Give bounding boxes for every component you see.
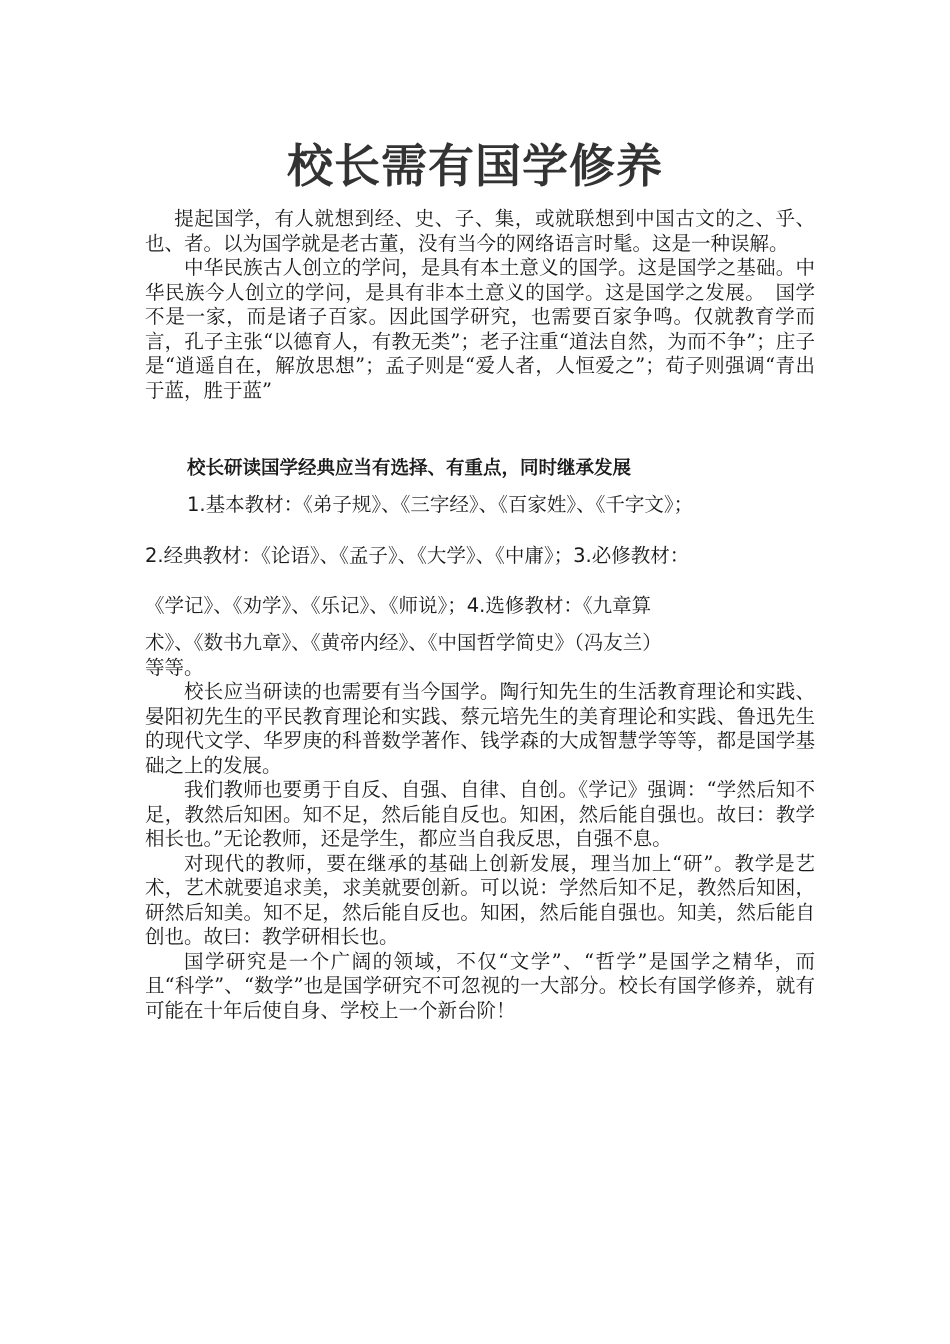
materials-line-5: 等等。 xyxy=(145,656,204,679)
item-number: 3. xyxy=(573,544,592,567)
paragraph-intro-1: 提起国学，有人就想到经、史、子、集，或就联想到中国古文的之、乎、也、者。以为国学就是老古董，没有当今的网络语言时髦。这是一种误解。 xyxy=(145,207,815,255)
paragraph-3: 校长应当研读的也需要有当今国学。陶行知先生的生活教育理论和实践、晏阳初先生的平民教育理论和实践、蔡元培先生的美育理论和实践、鲁迅先生的现代文学、华罗庚的科普数学著作、钱学森的大成智慧学等等，都是国学基础之上的发展。 xyxy=(145,680,815,777)
materials-line-1 xyxy=(187,492,693,517)
paragraph-5: 对现代的教师，要在继承的基础上创新发展，理当加上“研”。教学是艺术，艺术就要追求美，求美就要创新。可以说：学然后知不足，教然后知困，研然后知美。知不足，然后能自反也。知困，然后能自强也。知美，然后能自创也。故曰：教学研相长也。 xyxy=(145,851,815,948)
item-number: 4. xyxy=(466,594,486,617)
main-section xyxy=(145,680,815,1023)
item-number: 1. xyxy=(187,493,206,516)
materials-elective-label: 选修教材：《九章算 xyxy=(485,594,652,617)
item-number: 2. xyxy=(145,544,164,567)
document-title: 校长需有国学修养 xyxy=(287,139,663,193)
materials-required: 《学记》、《劝学》、《乐记》、《师说》； xyxy=(145,594,467,617)
section-subheading: 校长研读国学经典应当有选择、有重点，同时继承发展 xyxy=(187,458,632,479)
intro-section xyxy=(145,207,815,403)
materials-line-2 xyxy=(145,543,689,568)
paragraph-4: 我们教师也要勇于自反、自强、自律、自创。《学记》强调：“学然后知不足，教然后知困。知不足，然后能自反也。知困，然后能自强也。故曰：教学相长也。”无论教师，还是学生，都应当自我反思，自强不息。 xyxy=(145,778,815,850)
materials-classic: 经典教材：《论语》、《孟子》、《大学》、《中庸》； xyxy=(163,544,574,567)
paragraph-intro-2: 中华民族古人创立的学问，是具有本土意义的国学。这是国学之基础。中华民族今人创立的学问，是具有非本土意义的国学。这是国学之发展。 国学不是一家，而是诸子百家。因此国学研究，也需要百家争鸣。仅就教育学而言，孔子主张“以德育人，有教无类”；老子注重“道法自然，为而不争”；庄子是“逍遥自在，解放思想”；孟子则是“爱人者，人恒爱之”；荀子则强调“青出于蓝，胜于蓝” xyxy=(145,256,815,402)
materials-line-3 xyxy=(145,593,651,618)
materials-basic: 基本教材：《弟子规》、《三字经》、《百家姓》、《千字文》； xyxy=(205,493,694,516)
materials-line-4: 术》、《数书九章》、《黄帝内经》、《中国哲学简史》（冯友兰） xyxy=(145,631,662,654)
paragraph-6: 国学研究是一个广阔的领域，不仅“文学”、“哲学”是国学之精华，而且“科学”、“数学”也是国学研究不可忽视的一大部分。校长有国学修养，就有可能在十年后使自身、学校上一个新台阶！ xyxy=(145,949,815,1022)
materials-required-label: 必修教材： xyxy=(591,544,690,567)
